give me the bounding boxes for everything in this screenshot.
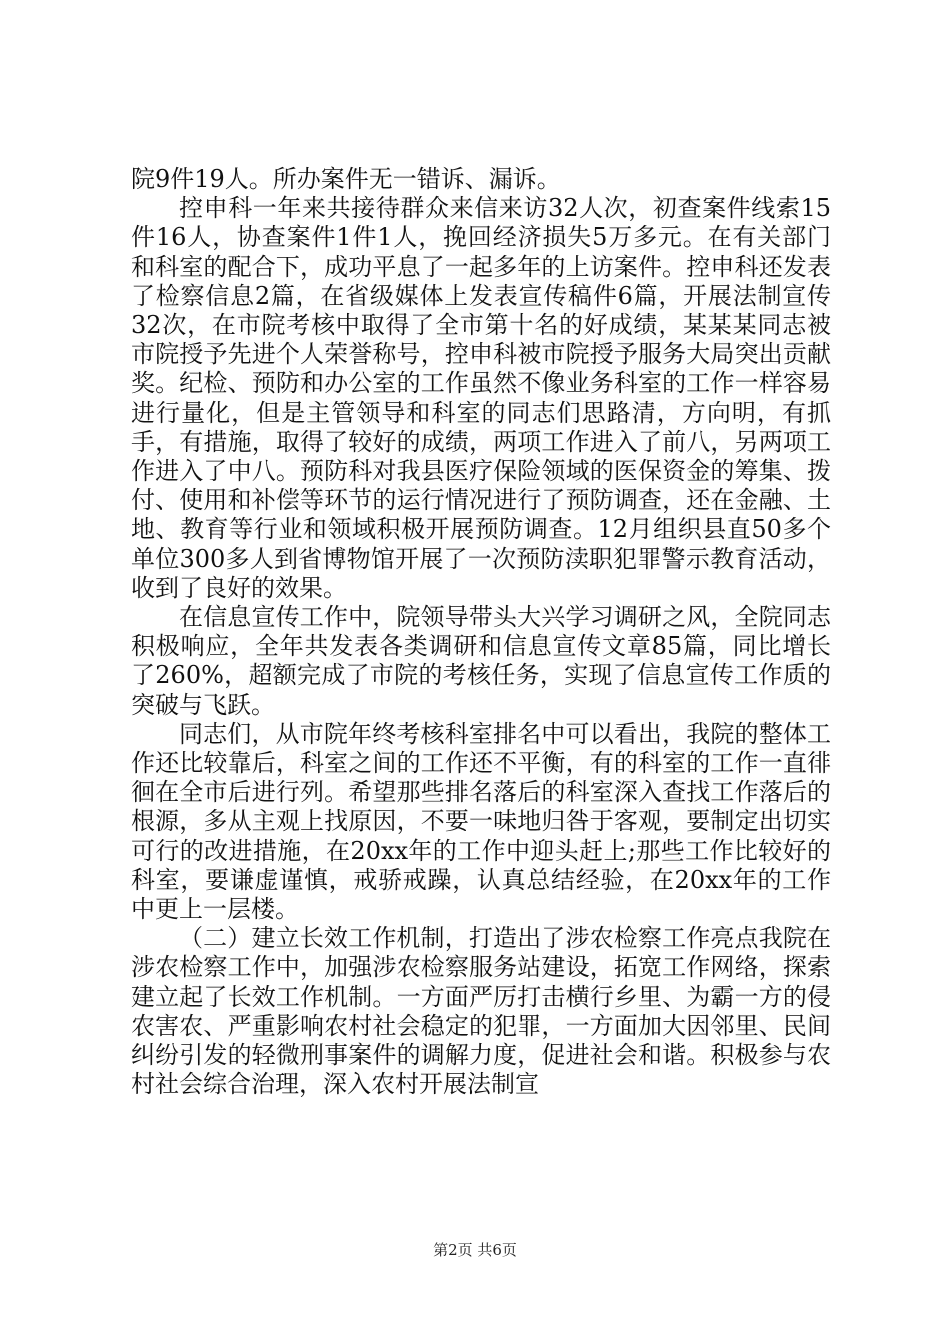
paragraph-publicity: 在信息宣传工作中，院领导带头大兴学习调研之风，全院同志积极响应，全年共发表各类调研和信息宣传文章85篇，同比增长了260%，超额完成了市院的考核任务，实现了信息宣传工作质的突破与飞跃。 (131, 603, 831, 719)
paragraph-complaint-dept: 控申科一年来共接待群众来信来访32人次，初查案件线索15件16人，协查案件1件1人，挽回经济损失5万多元。在有关部门和科室的配合下，成功平息了一起多年的上访案件。控申科还发表了检察信息2篇，在省级媒体上发表宣传稿件6篇，开展法制宣传32次，在市院考核中取得了全市第十名的好成绩，某某某同志被市院授予先进个人荣誉称号，控申科被市院授予服务大局突出贡献奖。纪检、预防和办公室的工作虽然不像业务科室的工作一样容易进行量化，但是主管领导和科室的同志们思路清，方向明，有抓手，有措施，取得了较好的成绩，两项工作进入了前八，另两项工作进入了中八。预防科对我县医疗保险领域的医保资金的筹集、拨付、使用和补偿等环节的运行情况进行了预防调查，还在金融、土地、教育等行业和领域积极开展预防调查。12月组织县直50多个单位300多人到省博物馆开展了一次预防渎职犯罪警示教育活动，收到了良好的效果。 (131, 194, 831, 602)
paragraph-continuation: 院9件19人。所办案件无一错诉、漏诉。 (131, 165, 561, 193)
paragraph-rural-mechanism: （二）建立长效工作机制，打造出了涉农检察工作亮点我院在涉农检察工作中，加强涉农检察服务站建设，拓宽工作网络，探索建立起了长效工作机制。一方面严厉打击横行乡里、为霸一方的侵农害农、严重影响农村社会稳定的犯罪，一方面加大因邻里、民间纠纷引发的轻微刑事案件的调解力度，促进社会和谐。积极参与农村社会综合治理，深入农村开展法制宣 (131, 924, 831, 1099)
page-number-footer: 第2页 共6页 (433, 1241, 517, 1259)
document-body (131, 165, 831, 1100)
paragraph-ranking: 同志们，从市院年终考核科室排名中可以看出，我院的整体工作还比较靠后，科室之间的工作还不平衡，有的科室的工作一直徘徊在全市后进行列。希望那些排名落后的科室深入查找工作落后的根源，多从主观上找原因，不要一味地归咎于客观，要制定出切实可行的改进措施，在20xx年的工作中迎头赶上;那些工作比较好的科室，要谦虚谨慎，戒骄戒躁，认真总结经验，在20xx年的工作中更上一层楼。 (131, 719, 831, 924)
